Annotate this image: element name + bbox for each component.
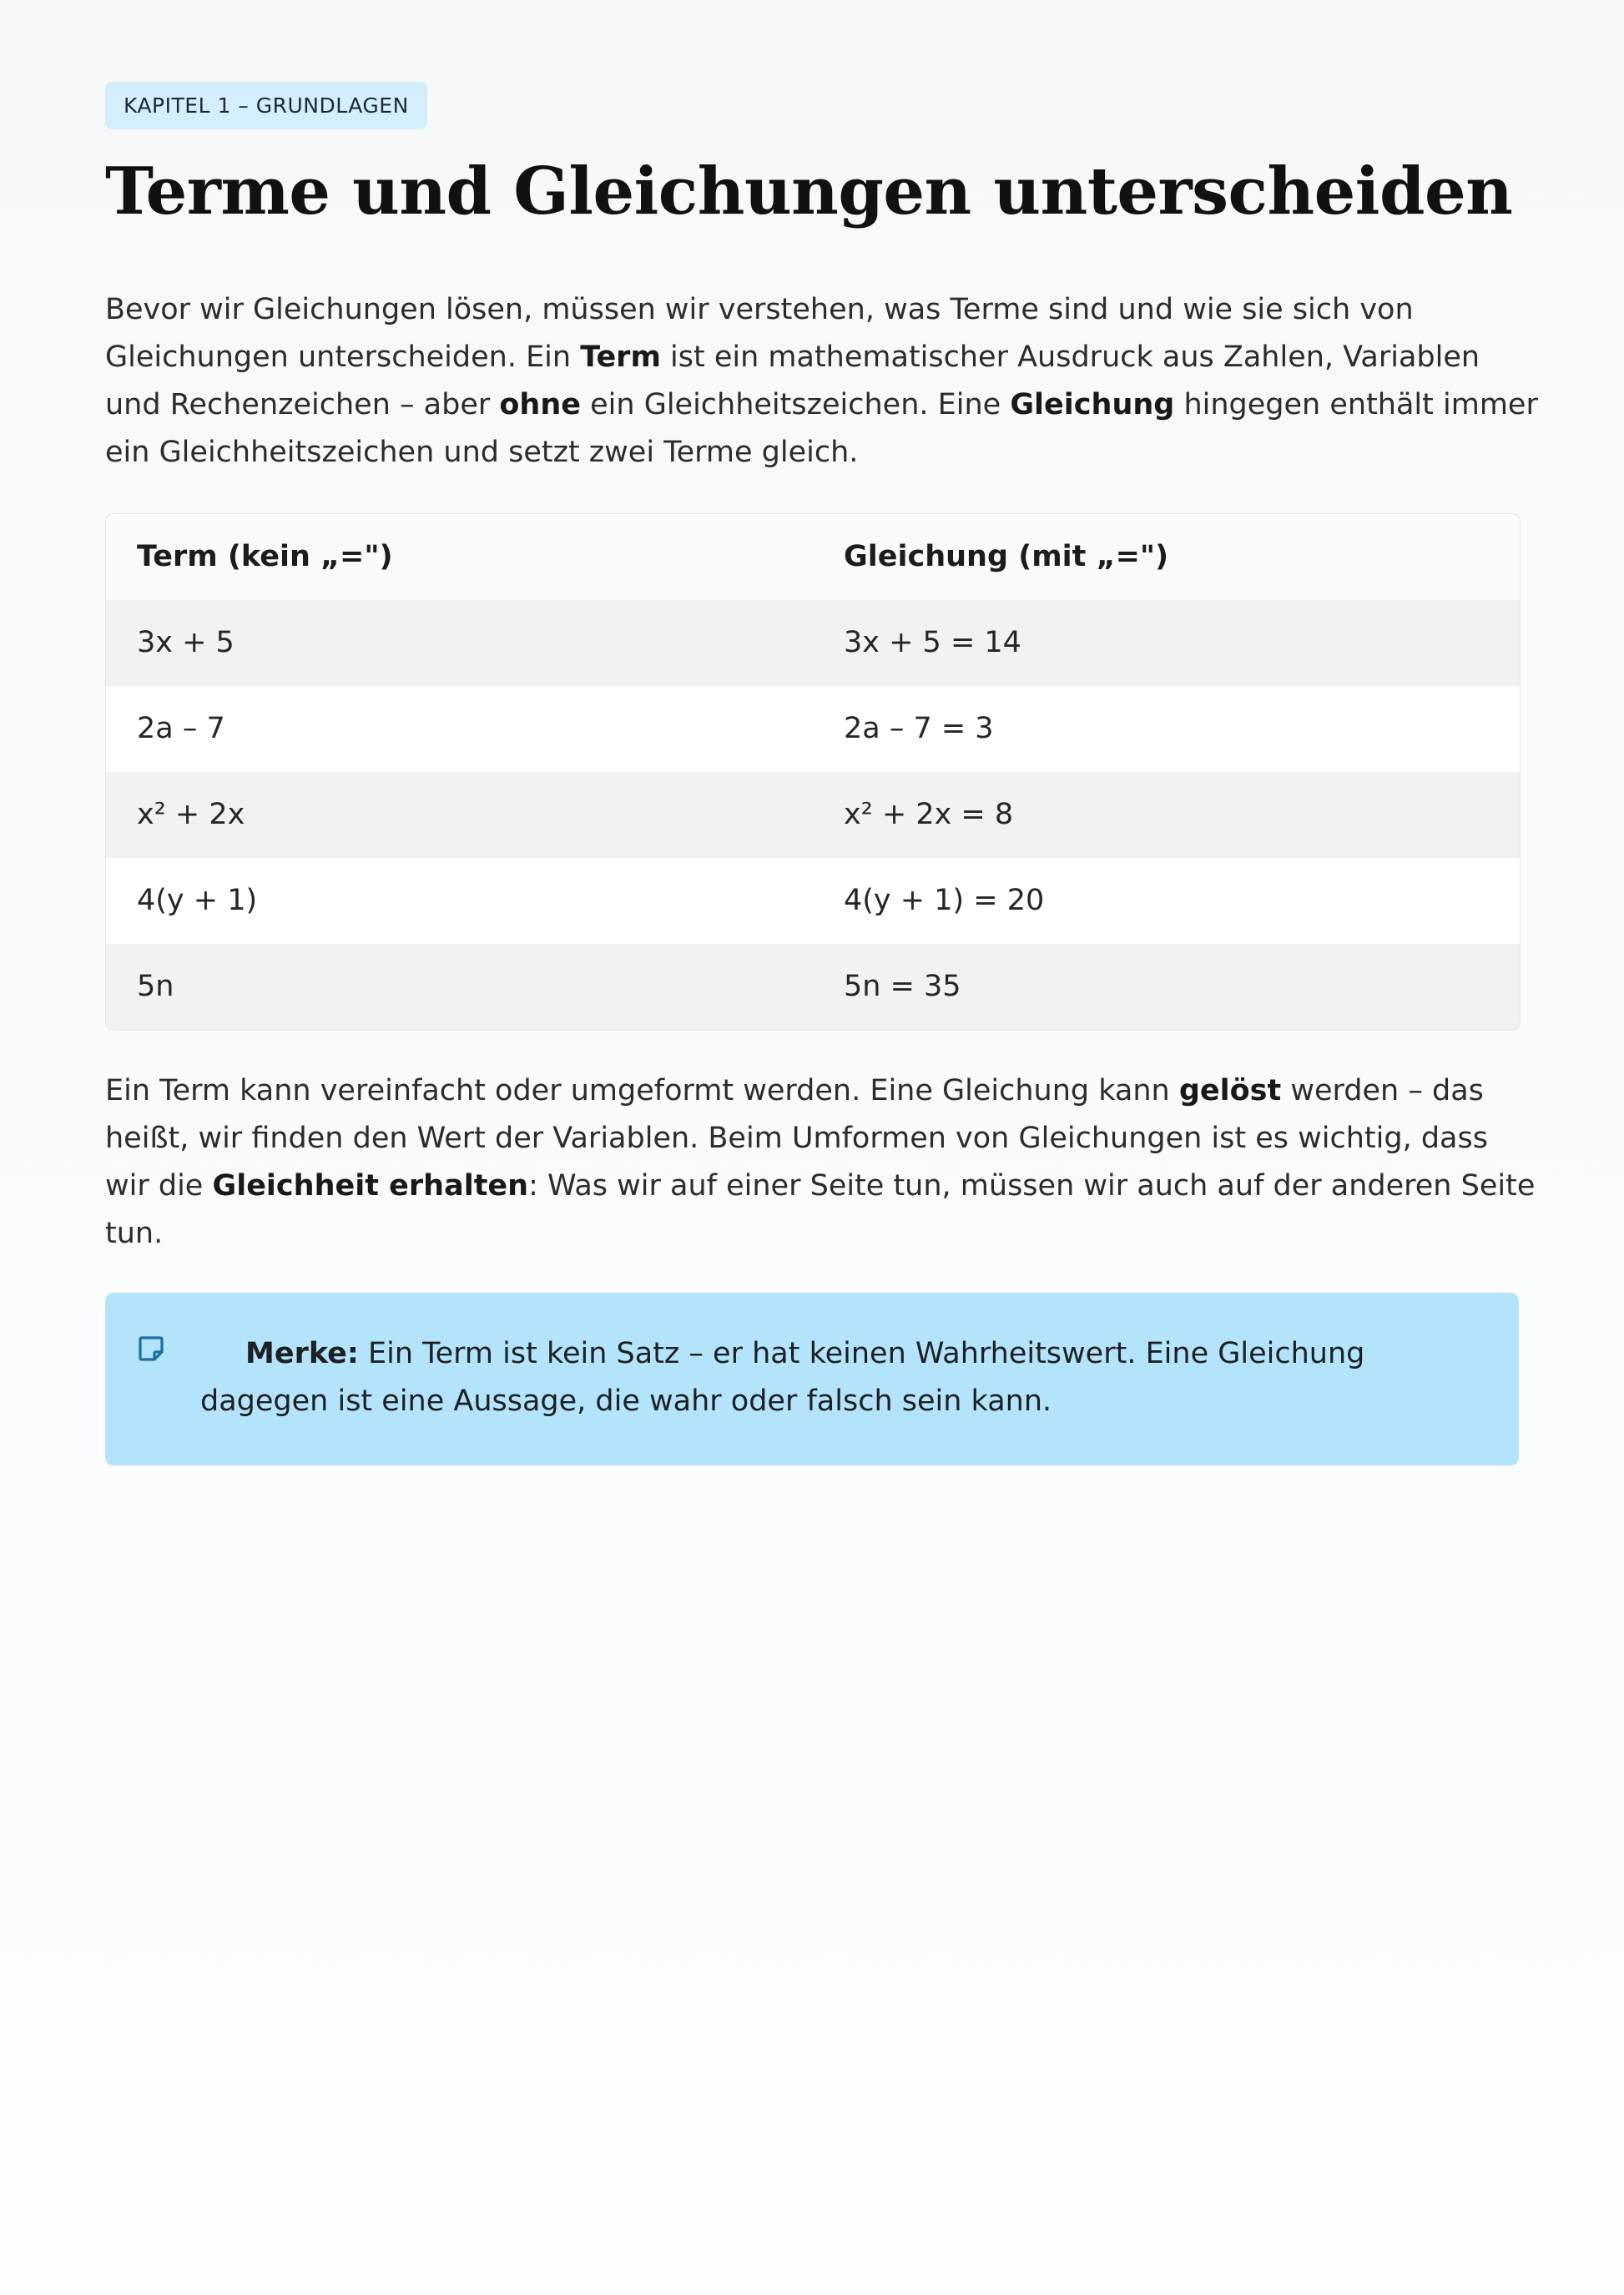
intro-text-2: ist ein mathematischer Ausdruck aus Zahlen, Variablen und Rechenzeichen – aber (105, 340, 1480, 421)
table-header-term: Term (kein „=") (137, 540, 393, 574)
table-row (106, 944, 1520, 1030)
body-text-3: : Was wir auf einer Seite tun, müssen wir auch auf der anderen Seite tun. (105, 1168, 1536, 1250)
comparison-table (105, 513, 1521, 1031)
table-header-row (106, 514, 1520, 600)
body-text-1: Ein Term kann vereinfacht oder umgeformt werden. Eine Gleichung kann (105, 1073, 1179, 1107)
sticky-note-icon (137, 1334, 165, 1363)
table-cell-term: 5n (137, 970, 174, 1004)
table-row (106, 686, 1520, 772)
intro-bold-gleichung: Gleichung (1010, 387, 1175, 421)
page-title: Terme und Gleichungen unterscheiden (105, 154, 1513, 230)
table-header-gleichung: Gleichung (mit „=") (844, 540, 1169, 574)
intro-text-3: ein Gleichheitszeichen. Eine (581, 387, 1011, 421)
chapter-badge: KAPITEL 1 – GRUNDLAGEN (105, 82, 427, 129)
table-cell-gleichung: 5n = 35 (844, 970, 961, 1004)
intro-paragraph (105, 286, 1541, 477)
intro-text-4: hingegen enthält immer ein Gleichheitszeichen und setzt zwei Terme gleich. (105, 387, 1538, 469)
body-bold-geloest: gelöst (1178, 1073, 1282, 1107)
body-bold-gleichheit: Gleichheit erhalten (212, 1168, 529, 1203)
intro-bold-term: Term (580, 340, 661, 374)
document-page (105, 82, 1538, 1465)
table-cell-term: 3x + 5 (137, 626, 235, 660)
intro-text-1: Bevor wir Gleichungen lösen, müssen wir verstehen, was Terme sind und wie sie sich von Gleichungen unterscheiden. Ein (105, 292, 1414, 374)
table-row (106, 600, 1520, 686)
table-cell-term: 4(y + 1) (137, 884, 258, 918)
table-row (106, 772, 1520, 858)
intro-bold-ohne: ohne (499, 387, 581, 421)
table-cell-gleichung: 3x + 5 = 14 (844, 626, 1021, 660)
merke-note-box (105, 1293, 1519, 1465)
note-text: Ein Term ist kein Satz – er hat keinen Wahrheitswert. Eine Gleichung dagegen ist eine Aussage, die wahr oder falsch sein kann. (200, 1336, 1365, 1418)
note-lead: Merke: (245, 1336, 359, 1370)
table-cell-term: x² + 2x (137, 798, 245, 832)
explanation-paragraph (105, 1067, 1541, 1258)
table-cell-gleichung: x² + 2x = 8 (844, 798, 1014, 832)
table-cell-gleichung: 4(y + 1) = 20 (844, 884, 1045, 918)
table-cell-term: 2a – 7 (137, 712, 225, 746)
table-cell-gleichung: 2a – 7 = 3 (844, 712, 994, 746)
body-text-2: werden – das heißt, wir finden den Wert der Variablen. Beim Umformen von Gleichungen ist es wichtig, dass wir die (105, 1073, 1488, 1203)
table-row (106, 858, 1520, 944)
